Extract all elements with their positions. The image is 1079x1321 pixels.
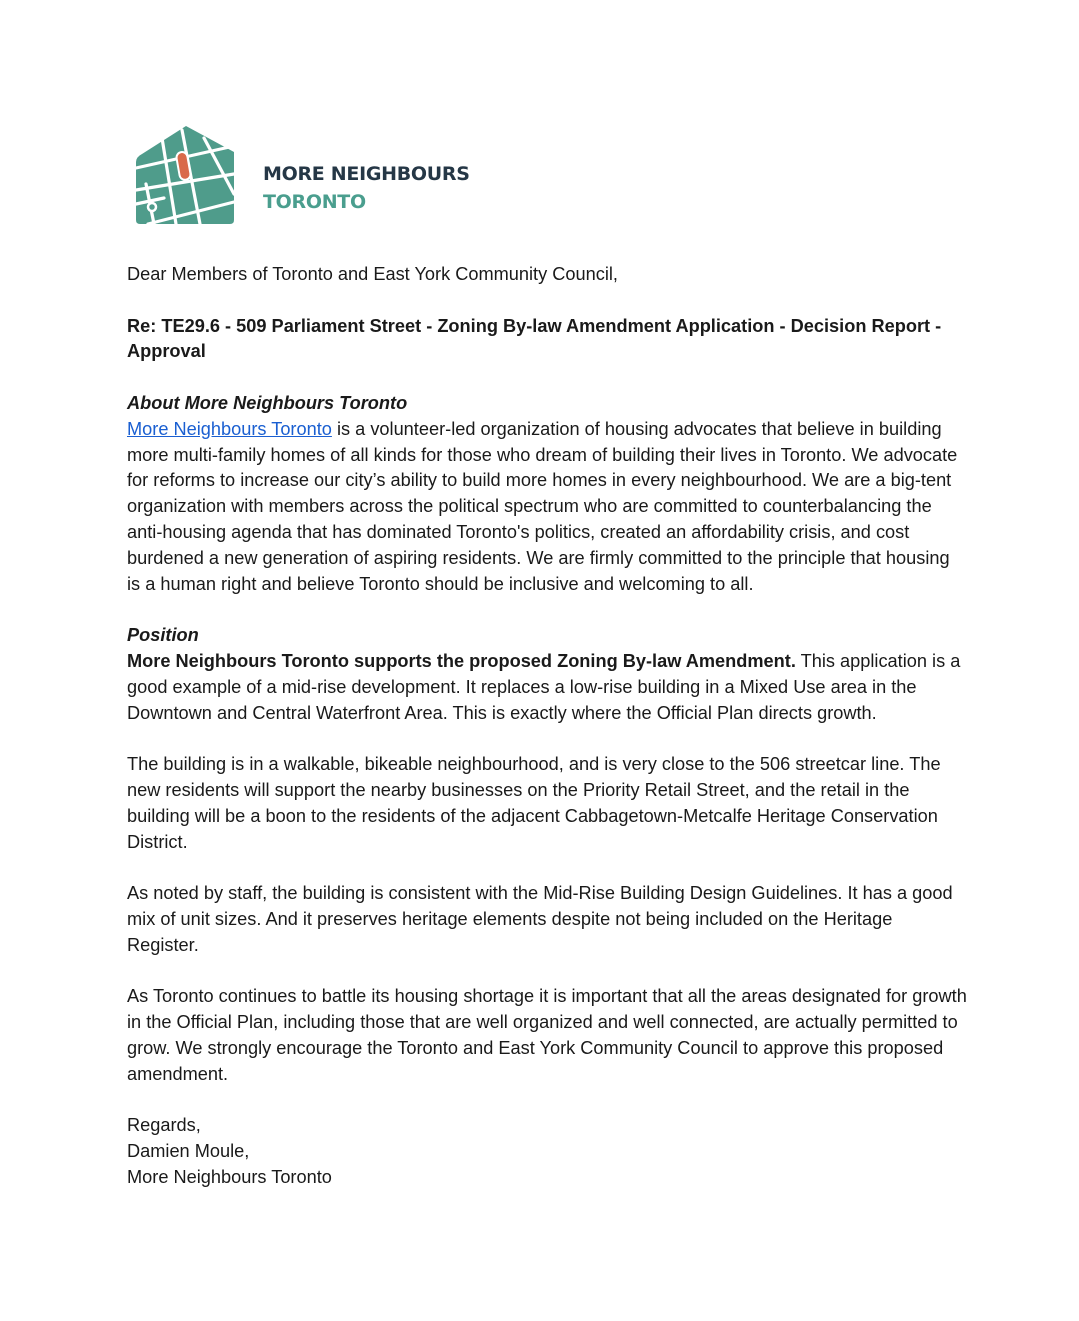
paragraph-transit: The building is in a walkable, bikeable neighbourhood, and is very close to the 506 streetcar line. The new residents will support the nearby businesses on the Priority Retail Street, and the retail in the building will be a boon to the residents of the adjacent Cabbagetown-Metcalfe Heritage Conservation District.: [127, 754, 941, 852]
about-section: [127, 391, 967, 597]
position-heading: Position: [127, 625, 199, 646]
paragraph-guidelines: As noted by staff, the building is consistent with the Mid-Rise Building Design Guidelines. It has a good mix of unit sizes. And it preserves heritage elements despite not being included on the Heritage Register.: [127, 883, 953, 955]
position-body: This application is a good example of a mid-rise development. It replaces a low-rise building in a Mixed Use area in the Downtown and Central Waterfront Area. This is exactly where the Official Plan directs growth.: [127, 650, 961, 723]
signer-organization: More Neighbours Toronto: [127, 1166, 332, 1187]
subject-line: Re: TE29.6 - 509 Parliament Street - Zoning By-law Amendment Application - Decision Report - Approval: [127, 315, 942, 362]
letter-body: [127, 262, 967, 1216]
closing: Regards,: [127, 1115, 201, 1136]
organization-link[interactable]: More Neighbours Toronto: [127, 418, 332, 439]
about-heading: About More Neighbours Toronto: [127, 392, 408, 413]
position-section: [127, 623, 967, 726]
logo-wordmark: [263, 160, 470, 216]
about-body: is a volunteer-led organization of housing advocates that believe in building more multi-family homes of all kinds for those who dream of building their lives in Toronto. We advocate for reforms to increase our city’s ability to build more homes in every neighbourhood. We are a big-tent organization with members across the political spectrum who are committed to counterbalancing the anti-housing agenda that has dominated Toronto's politics, created an affordability crisis, and cost burdened a new generation of aspiring residents. We are firmly committed to the principle that housing is a human right and believe Toronto should be inclusive and welcoming to all.: [127, 418, 958, 594]
paragraph-conclusion: As Toronto continues to battle its housing shortage it is important that all the areas designated for growth in the Official Plan, including those that are well organized and well connected, are actually permitted to grow. We strongly encourage the Toronto and East York Community Council to approve this proposed amendment.: [127, 986, 967, 1084]
signature-block: [127, 1113, 967, 1190]
logo-title: MORE NEIGHBOURS: [263, 163, 470, 185]
organization-logo: [134, 124, 474, 228]
position-statement: More Neighbours Toronto supports the proposed Zoning By-law Amendment.: [127, 650, 796, 671]
house-map-icon: [134, 124, 236, 226]
logo-subtitle: TORONTO: [263, 191, 366, 213]
signer-name: Damien Moule,: [127, 1141, 250, 1162]
salutation: Dear Members of Toronto and East York Community Council,: [127, 264, 618, 284]
